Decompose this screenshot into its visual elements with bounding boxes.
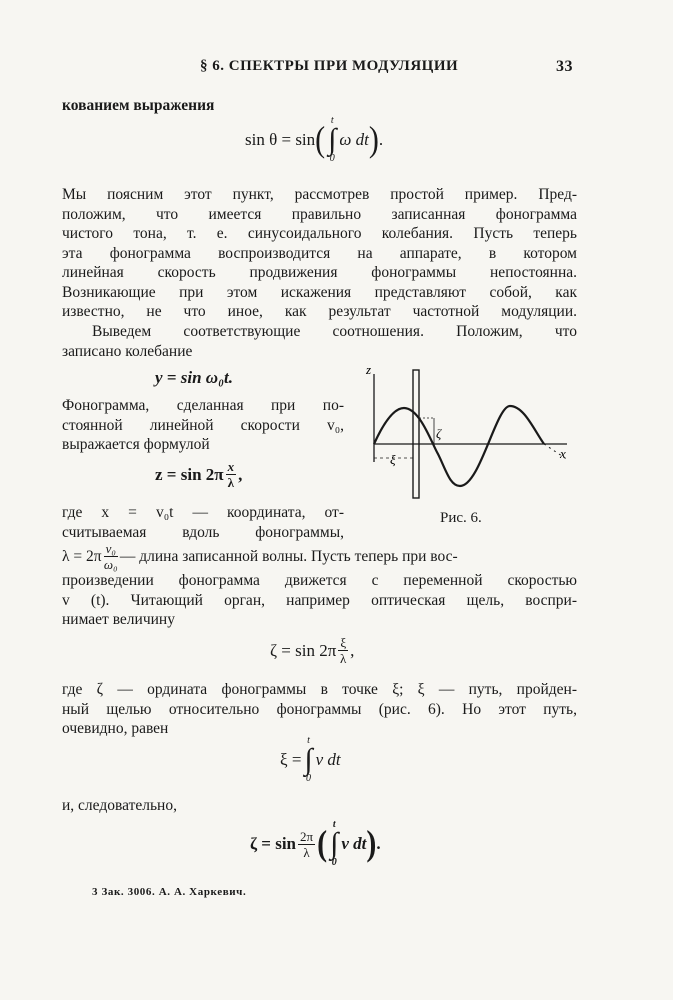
text-segment: — длина записанной волны. Пусть теперь при вос-	[119, 547, 458, 565]
text-line: линейная скорость продвижения фонограммы непостоянна.	[62, 264, 577, 281]
paragraph-7: и, следовательно,	[62, 797, 177, 814]
paragraph-1	[62, 185, 577, 322]
text-line: ный щелью относительно фонограммы (рис. 6). Но этот путь,	[62, 700, 577, 718]
paragraph-6	[62, 680, 577, 739]
text-line: положим, что имеется правильно записанная фонограмма	[62, 205, 577, 223]
fraction	[298, 830, 315, 859]
paragraph-2	[62, 322, 577, 361]
text-line: где x = v₀t — координата, от-	[62, 504, 344, 521]
lower-limit: 0	[331, 857, 337, 868]
lower-limit: 0	[306, 773, 312, 784]
paren-left: (	[315, 119, 326, 160]
formula-lhs: z = sin 2π	[155, 464, 224, 484]
axis-x-label: x	[560, 446, 566, 461]
fraction	[226, 460, 237, 489]
formula-zeta: ζ = sin 2π $\frac{\xi}{\lambda}$ ,	[270, 635, 355, 666]
numerator: ξ	[340, 635, 347, 650]
figure-6-diagram	[362, 362, 582, 504]
sine-wave	[374, 406, 544, 486]
paren-right: )	[368, 119, 379, 160]
text-line	[62, 542, 577, 571]
integrand: v dt	[315, 750, 341, 769]
page-number: 33	[556, 58, 573, 75]
axis-z-label: z	[366, 362, 372, 377]
integral-sign: t ∫ 0	[304, 735, 313, 784]
fraction	[104, 542, 118, 571]
formula-lhs: λ = 2π	[62, 547, 102, 565]
text-line: эта фонограмма воспроизводится на аппарате, в котором	[62, 244, 577, 262]
formula-y: y = sin ω₀t.	[155, 368, 233, 387]
paragraph-5	[62, 542, 577, 630]
integral-sign: t ∫ 0	[330, 819, 339, 868]
paragraph-3	[62, 396, 344, 455]
text-line: считываемая вдоль фонограммы,	[62, 523, 344, 541]
paren-right: )	[366, 823, 377, 864]
intro-text: кованием выражения	[62, 97, 215, 114]
integrand: ω dt	[339, 130, 369, 149]
formula-z: z = sin 2π $\frac{x}{\lambda}$ ,	[155, 459, 243, 490]
text-line: нимает величину	[62, 611, 175, 628]
text-line: известно, не что иное, как результат частотной модуляции.	[62, 303, 577, 320]
denominator: λ	[227, 475, 235, 490]
section-title: § 6. СПЕКТРЫ ПРИ МОДУЛЯЦИИ	[200, 58, 459, 74]
paragraph-4	[62, 503, 344, 542]
numerator: v₀	[105, 541, 116, 556]
upper-limit: t	[332, 819, 336, 830]
integral-sign: t ∫ 0	[328, 115, 337, 164]
formula-sin-theta: sin θ = sin ( t ∫ 0 ω dt ) .	[245, 115, 384, 164]
paren-left: (	[317, 823, 328, 864]
numerator: 2π	[300, 828, 314, 844]
figure-caption: Рис. 6.	[440, 510, 482, 526]
text-line: Мы поясним этот пункт, рассмотрев простой пример. Пред-	[62, 186, 577, 203]
formula-lhs: ζ = sin 2π	[270, 640, 337, 660]
zeta-label: ζ	[436, 426, 442, 441]
reading-slit	[413, 370, 419, 498]
text-line: Возникающие при этом искажения представляют собой, как	[62, 283, 577, 301]
formula-xi	[280, 736, 341, 784]
denominator: λ	[340, 651, 347, 666]
lower-limit: 0	[329, 153, 335, 164]
formula-lhs: sin θ = sin	[245, 130, 316, 149]
text-line: произведении фонограмма движется с переменной скоростью	[62, 572, 577, 589]
text-line: выражается формулой	[62, 436, 210, 453]
denominator: ω₀	[103, 557, 118, 572]
text-line: Выведем соответствующие соотношения. Положим, что	[92, 323, 577, 340]
fraction	[338, 636, 348, 665]
numerator: x	[227, 459, 235, 474]
text-line: Фонограмма, сделанная при по-	[62, 397, 344, 414]
text-line: очевидно, равен	[62, 720, 169, 737]
upper-limit: t	[330, 115, 334, 126]
xi-label: ξ	[390, 452, 396, 467]
text-line: записано колебание	[62, 342, 193, 360]
text-line: стоянной линейной скорости v₀,	[62, 416, 344, 434]
text-line: чистого тона, т. е. синусоидального колебания. Пусть теперь	[62, 225, 577, 242]
denominator: λ	[303, 844, 310, 860]
text-line: где ζ — ордината фонограммы в точке ξ; ξ — путь, пройден-	[62, 681, 577, 698]
text-line: v (t). Читающий орган, например оптическая щель, воспри-	[62, 591, 577, 609]
formula-zeta-integral: ζ = sin $\frac{2\pi}{\lambda}$ ( t ∫ 0 v dt ) .	[250, 819, 381, 868]
integrand: v dt	[341, 834, 367, 853]
printer-footer: 3 Зак. 3006. А. А. Харкевич.	[92, 886, 247, 898]
upper-limit: t	[307, 735, 310, 746]
formula-lhs: ζ = sin	[250, 834, 297, 853]
formula-lhs: ξ =	[280, 750, 302, 769]
